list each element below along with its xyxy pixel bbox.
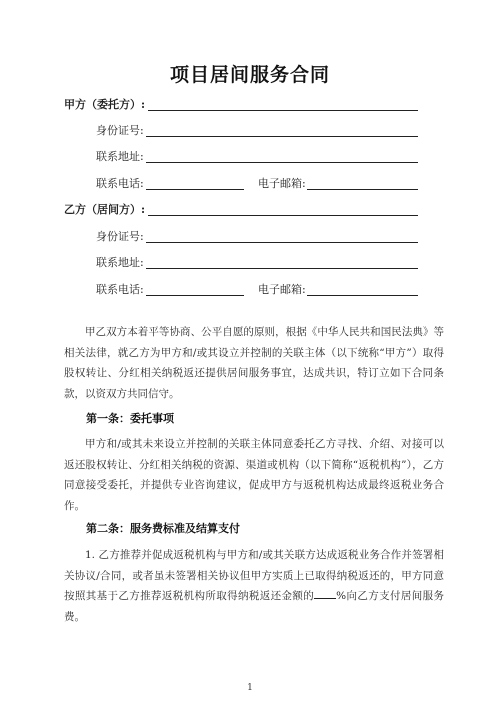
party-a-id-label: 身份证号: <box>96 124 144 137</box>
party-a-id-field[interactable] <box>146 136 418 137</box>
party-a-email-field[interactable] <box>307 189 418 190</box>
party-a-address-field[interactable] <box>146 162 418 163</box>
party-b-id-row <box>0 228 500 248</box>
article1-heading: 第一条：委托事项 <box>86 412 174 425</box>
party-a-email-label: 电子邮箱: <box>258 177 306 190</box>
fee-percentage-blank[interactable] <box>314 598 336 599</box>
party-a-address-label: 联系地址: <box>96 150 144 163</box>
intro-text: 甲乙双方本着平等协商、公平自愿的原则，根据《中华人民共和国民法典》等相关法律，就乙方为甲方和/或其设立并控制的关联主体（以下统称“甲方”）取得股权转让、分红相关纳税返还提供居间服务事宜，达成共识，特订立如下合同条款，以资双方共同信守。 <box>64 326 444 400</box>
party-b-address-row <box>0 254 500 274</box>
party-b-id-field[interactable] <box>146 242 418 243</box>
article2-heading: 第二条：服务费标准及结算支付 <box>86 522 240 535</box>
article2-text <box>64 545 444 627</box>
party-a-phone-field[interactable] <box>146 189 244 190</box>
party-b-name-field[interactable] <box>148 215 418 216</box>
party-a-row <box>0 96 500 116</box>
intro-paragraph <box>64 322 444 404</box>
party-a-contact-row <box>0 175 500 195</box>
party-b-phone-field[interactable] <box>146 295 244 296</box>
party-a-id-row <box>0 122 500 142</box>
party-b-email-label: 电子邮箱: <box>258 283 306 296</box>
party-b-email-field[interactable] <box>307 295 418 296</box>
party-b-label: 乙方（居间方）: <box>64 203 146 216</box>
party-a-name-field[interactable] <box>148 110 418 111</box>
party-b-phone-label: 联系电话: <box>96 283 144 296</box>
article2-text-after: %向乙方支付居间服务费。 <box>64 590 444 623</box>
party-a-label: 甲方（委托方）: <box>64 98 146 111</box>
article2-paragraph <box>64 545 444 627</box>
document-title: 项目居间服务合同 <box>169 64 330 86</box>
article1-paragraph <box>64 434 444 516</box>
party-b-contact-row <box>0 281 500 301</box>
article1-text: 甲方和/或其未来设立并控制的关联主体同意委托乙方寻找、介绍、对接可以返还股权转让、分红相关纳税的资源、渠道或机构（以下简称“返税机构”），乙方同意接受委托，并提供专业咨询建议，促成甲方与返税机构达成最终返税业务合作。 <box>64 438 444 512</box>
article2-text-before: 1. 乙方推荐并促成返税机构与甲方和/或其关联方达成返税业务合作并签署相关协议/合同，或者虽未签署相关协议但甲方实质上已取得纳税返还的，甲方同意按照其基于乙方推荐返税机构所取得纳税返还金额的 <box>64 549 444 602</box>
page-number: 1 <box>247 683 253 693</box>
party-b-address-field[interactable] <box>146 268 418 269</box>
party-a-phone-label: 联系电话: <box>96 177 144 190</box>
party-a-address-row <box>0 148 500 168</box>
party-b-row <box>0 201 500 221</box>
party-b-id-label: 身份证号: <box>96 230 144 243</box>
party-b-address-label: 联系地址: <box>96 256 144 269</box>
